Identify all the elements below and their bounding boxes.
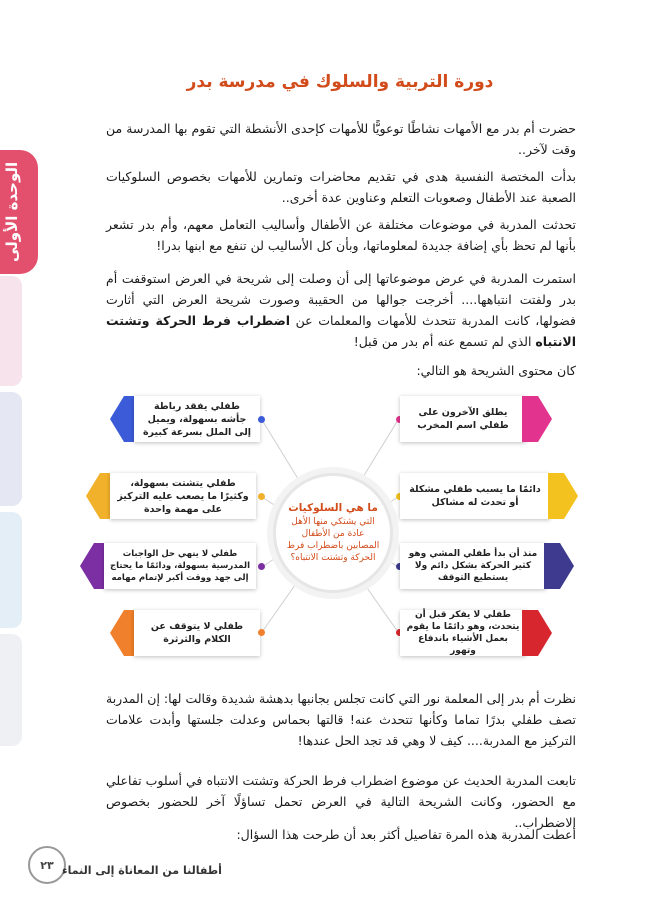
paragraph-4-text-b: الذي لم تسمع عنه أم بدر من قبل!: [353, 334, 536, 349]
footer-book-title: أطفالنا من المعاناة إلى النماء: [62, 864, 222, 877]
diagram-center-title: ما هي السلوكيات: [288, 502, 378, 514]
diagram-card-left-1: طفلي يفقد رباطة جأشه بسهولة، ويميل إلى الملل بسرعة كبيرة: [134, 396, 260, 442]
paragraph-7: تابعت المدربة الحديث عن موضوع اضطراب فرط الحركة وتشتت الانتباه في أسلوب تفاعلي مع الحضور، وكانت الشريحة التالية في العرض تحمل تساؤلًا آخر للحضور بخصوص الاضطراب..: [106, 773, 576, 830]
diagram-card-left-3: طفلي لا ينهي حل الواجبات المدرسية بسهولة، ودائمًا ما يحتاج إلى جهد ووقت أكبر لإتمام مهامه: [104, 543, 256, 589]
paragraph-4-text-a: استمرت المدربة في عرض موضوعاتها إلى أن وصلت إلى شريحة في العرض استوقفت أم بدر ولفتت انتباهها.... أخرجت جوالها من الحقيبة وصورت شريحة العرض التي أثارت فضولها، كانت المدربة تتحدث للأمهات والمعلمات عن: [106, 271, 576, 328]
connector-1: [262, 420, 300, 482]
diagram-card-left-2: طفلي يتشتت بسهولة، وكثيرًا ما يصعب عليه التركيز على مهمة واحدة: [110, 473, 256, 519]
paragraph-5: كان محتوى الشريحة هو التالي:: [416, 363, 576, 378]
paragraph-3: تحدثت المدربة في موضوعات مختلفة عن الأطفال وأساليب التعامل معهم، وأم بدر تشعر بأنها لم تحظ بأي إضافة جديدة لمعلوماتها، وبأن كل الأساليب لن تنفع مع ابنها بدرا!: [106, 217, 576, 253]
diagram-card-left-4: طفلي لا يتوقف عن الكلام والثرثرة: [134, 610, 260, 656]
connector-2: [360, 420, 398, 482]
paragraph-1: حضرت أم بدر مع الأمهات نشاطًا توعويًّا للأمهات كإحدى الأنشطة التي تقوم بها المدرسة من وقت لآخر..: [106, 121, 576, 157]
dot-left-4: [258, 629, 265, 636]
page-number: ٢٣: [28, 846, 66, 884]
chevron-icon-right-2: [548, 473, 578, 519]
diagram-center-body: التي يشتكي منها الأهل عادة من الأطفال المصابين باضطراب فرط الحركة وتشتت الانتباه؟: [286, 517, 380, 563]
chevron-icon-right-3: [544, 543, 574, 589]
diagram-card-right-2: دائمًا ما يسبب طفلي مشكلة أو تحدث له مشاكل: [400, 473, 550, 519]
paragraph-8: أعطت المدربة هذه المرة تفاصيل أكثر بعد أن طرحت هذا السؤال:: [236, 827, 576, 842]
dot-left-3: [258, 563, 265, 570]
diagram-card-right-4: طفلي لا يفكر قبل أن يتحدث، وهو دائمًا ما يقوم بعمل الأشياء باندفاع وتهور: [400, 610, 526, 656]
paragraph-4-highlight: اضطراب فرط الحركة وتشتت الانتباه: [106, 313, 576, 349]
dot-left-1: [258, 416, 265, 423]
diagram-center-circle: [273, 473, 393, 593]
diagram-card-right-1: يطلق الآخرون على طفلي اسم المخرب: [400, 396, 526, 442]
unit-tab-label: الوحدة الأولى: [3, 161, 21, 263]
chevron-icon-right-1: [522, 396, 552, 442]
dot-left-2: [258, 493, 265, 500]
connector-7: [262, 578, 300, 632]
diagram-card-right-3: منذ أن بدأ طفلي المشي وهو كثير الحركة بشكل دائم ولا يستطيع التوقف: [400, 543, 546, 589]
chevron-icon-right-4: [522, 610, 552, 656]
connector-8: [360, 578, 398, 632]
paragraph-6: نظرت أم بدر إلى المعلمة نور التي كانت تجلس بجانبها بدهشة شديدة وقالت لها: إن المدربة تصف طفلي بدرًا تماما وكأنها تتحدث عنه! قالتها بحماس وعدلت جلستها وأبدت علامات التركيز مع المدربة.... كيف لا وهي قد تجد الحل عندها!: [106, 691, 576, 748]
paragraph-2: بدأت المختصة النفسية هدى في تقديم محاضرات وتمارين للأمهات بخصوص السلوكيات الصعبة عند الأطفال وصعوبات التعلم وعناوين عدة أخرى..: [106, 169, 576, 205]
page-title: دورة التربية والسلوك في مدرسة بدر: [186, 72, 494, 92]
